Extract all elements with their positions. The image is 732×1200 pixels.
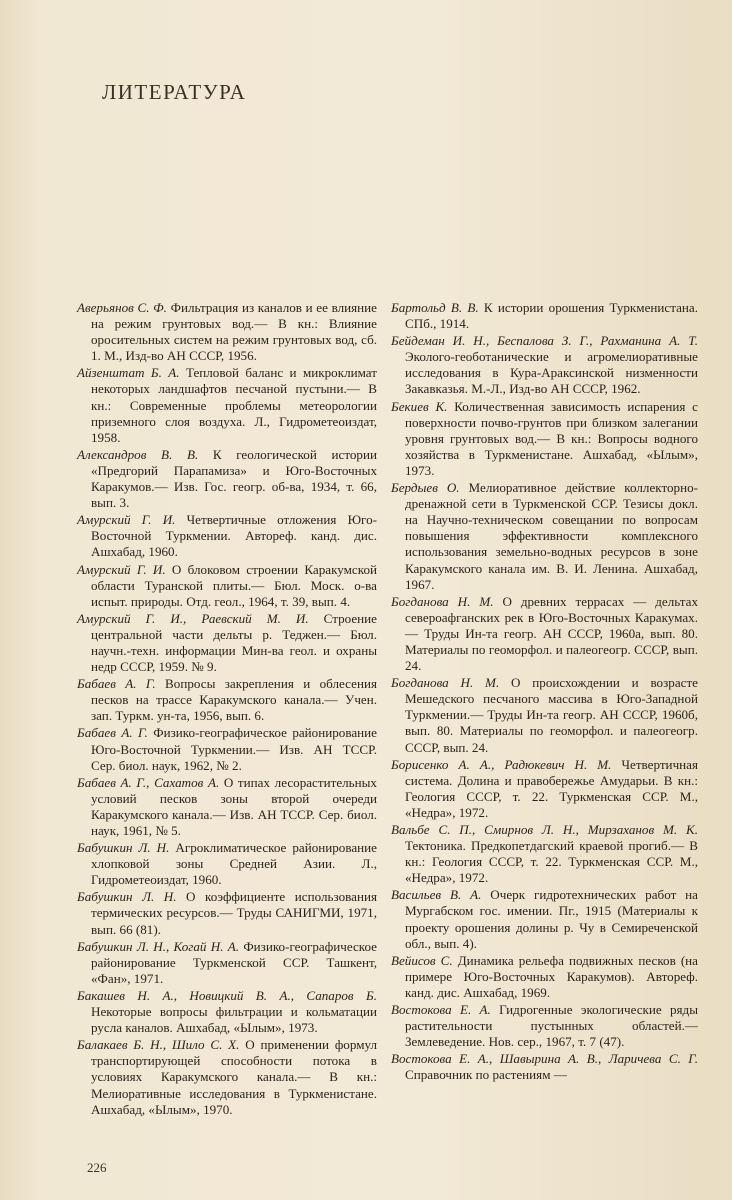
bibliography-entry bbox=[391, 300, 698, 332]
entry-text: О коэффициенте использования термических ресурсов.— Труды САНИГМИ, 1971, вып. 66 (81). bbox=[91, 889, 377, 937]
entry-text: К истории орошения Туркменистана. СПб., 1914. bbox=[405, 300, 698, 332]
entry-text: О происхождении и возрасте Мешедского песчаного массива в Юго-Западной Туркмении.— Труды Ин-та геогр. АН СССР, 1960б, вып. 80. Материалы по геоморфол. и палеогеогр. СССР, вып. 24. bbox=[405, 675, 698, 755]
entry-author: Востокова Е. А. bbox=[391, 1002, 491, 1018]
entry-author: Вальбе С. П., Смирнов Л. Н., Мирзаханов М. К. bbox=[391, 822, 698, 837]
bibliography-entry bbox=[391, 887, 698, 951]
entry-author: Амурский Г. И., Раевский М. И. bbox=[77, 610, 309, 626]
bibliography-right-column bbox=[391, 300, 698, 1085]
entry-text: Мелиоративное действие коллекторно-дренажной сети в Туркменской ССР. Тезисы докл. на Научно-техническом совещании по вопросам повышения эффективности комплексного использования земельно-водных ресурсов в зоне Каракумского канала им. В. И. Ленина. Ашхабад, 1967. bbox=[405, 480, 699, 592]
bibliography-entry bbox=[391, 757, 698, 821]
entry-author: Бабушкин Л. Н., Когай Н. А. bbox=[77, 938, 240, 954]
entry-author: Амурский Г. И. bbox=[77, 561, 166, 577]
bibliography-entry bbox=[77, 988, 377, 1036]
entry-text: Эколого-геоботанические и агромелиоративные исследования в Кура-Араксинской низменности Закавказья. М.-Л., Изд-во АН СССР, 1962. bbox=[405, 349, 698, 397]
bibliography-entry bbox=[77, 939, 377, 987]
bibliography-left-column bbox=[77, 300, 377, 1119]
entry-text: Четвертичная система. Долина и правобережье Амударьи. В кн.: Геология СССР, т. 22. Туркменская ССР. М., «Недра», 1972. bbox=[405, 756, 698, 820]
bibliography-entry bbox=[77, 300, 377, 364]
entry-text: Фильтрация из каналов и ее влияние на режим грунтовых вод.— В кн.: Влияние оросительных систем на режим грунтовых вод, сб. 1. М., Изд-во АН СССР, 1956. bbox=[91, 300, 377, 364]
entry-text: Очерк гидротехнических работ на Мургабском гос. имении. Пг., 1915 (Материалы к проекту орошения долины р. Чу в Семиреченской обл., вып. 4). bbox=[405, 887, 698, 951]
bibliography-entry bbox=[77, 775, 377, 839]
entry-text: Количественная зависимость испарения с поверхности почво-грунтов при близком залегании уровня грунтовых вод.— В кн.: Вопросы водного хозяйства в Туркменистане. Ашхабад, «Ылым», 1973. bbox=[405, 398, 698, 478]
bibliography-entry bbox=[77, 889, 377, 937]
page-number: 226 bbox=[87, 1160, 107, 1175]
bibliography-entry bbox=[391, 333, 698, 397]
entry-text: Справочник по растениям — bbox=[405, 1067, 567, 1083]
entry-author: Востокова Е. А., Шавырина А. В., Ларичева С. Г. bbox=[391, 1051, 698, 1067]
bibliography-entry bbox=[391, 675, 698, 755]
entry-text: Тепловой баланс и микроклимат некоторых ландшафтов песчаной пустыни.— В кн.: Современные проблемы метеорологии приземного слоя воздуха. Л., Гидрометеоиздат, 1958. bbox=[91, 365, 377, 445]
entry-author: Богданова Н. М. bbox=[391, 593, 494, 609]
entry-text: Строение центральной части дельты р. Теджен.— Бюл. научн.-техн. информации Мин-ва геол. и охраны недр СССР, 1959. № 9. bbox=[91, 610, 377, 675]
entry-author: Бердыев О. bbox=[391, 480, 460, 496]
entry-author: Богданова Н. М. bbox=[391, 675, 500, 691]
bibliography-entry bbox=[77, 562, 377, 610]
entry-text: К геологической истории «Предгорий Парапамиза» и Юго-Восточных Каракумов.— Изв. Гос. геогр. об-ва, 1934, т. 66, вып. 3. bbox=[91, 446, 377, 511]
entry-author: Бартольд В. В. bbox=[391, 300, 479, 315]
entry-author: Александров В. В. bbox=[77, 446, 199, 462]
bibliography-entry bbox=[77, 840, 377, 888]
entry-author: Бейдеман И. Н., Беспалова З. Г., Рахманина А. Т. bbox=[391, 333, 698, 349]
entry-author: Балакаев Б. Н., Шило С. Х. bbox=[77, 1037, 240, 1053]
entry-author: Бабаев А. Г. bbox=[77, 676, 156, 692]
bibliography-entry bbox=[391, 594, 698, 674]
bibliography-entry bbox=[391, 1002, 698, 1050]
entry-text: Некоторые вопросы фильтрации и кольматации русла каналов. Ашхабад, «Ылым», 1973. bbox=[91, 1004, 377, 1036]
entry-author: Бабаев А. Г. bbox=[77, 725, 148, 741]
bibliography-entry bbox=[391, 1051, 698, 1083]
entry-text: О блоковом строении Каракумской области Туранской плиты.— Бюл. Моск. о-ва испыт. природы. Отд. геол., 1964, т. 39, вып. 4. bbox=[91, 561, 377, 609]
bibliography-entry bbox=[391, 953, 698, 1001]
entry-text: Агроклиматическое районирование хлопковой зоны Средней Азии. Л., Гидрометеоиздат, 1960. bbox=[91, 840, 377, 888]
entry-author: Аверьянов С. Ф. bbox=[77, 300, 167, 315]
bibliography-entry bbox=[77, 676, 377, 724]
entry-author: Борисенко А. А., Радюкевич Н. М. bbox=[391, 756, 612, 772]
entry-text: Физико-географическое районирование Юго-Восточной Туркмении.— Изв. АН ТССР. Сер. биол. наук, 1962, № 2. bbox=[91, 725, 377, 773]
entry-author: Бабушкин Л. Н. bbox=[77, 840, 170, 856]
bibliography-entry bbox=[77, 1037, 377, 1117]
entry-text: Вопросы закрепления и облесения песков на трассе Каракумского канала.— Учен. зап. Туркм. ун-та, 1956, вып. 6. bbox=[91, 676, 377, 724]
entry-text: Гидрогенные экологические ряды растительности пустынных областей.— Землеведение. Нов. сер., 1967, т. 7 (47). bbox=[405, 1002, 699, 1050]
entry-author: Айзенштат Б. А. bbox=[77, 365, 180, 381]
entry-author: Бакашев Н. А., Новицкий В. А., Сапаров Б. bbox=[77, 987, 377, 1003]
entry-author: Бабушкин Л. Н. bbox=[77, 889, 177, 905]
entry-author: Васильев В. А. bbox=[391, 887, 482, 903]
entry-text: О древних террасах — дельтах североафганских рек в Юго-Восточных Каракумах.— Труды Ин-та геогр. АН СССР, 1960а, вып. 80. Материалы по геоморфол. и палеогеогр. СССР, вып. 24. bbox=[405, 593, 698, 674]
entry-text: Тектоника. Предкопетдагский краевой прогиб.— В кн.: Геология СССР, т. 22. Туркменская ССР. М., «Недра», 1972. bbox=[405, 838, 698, 886]
entry-author: Бекиев К. bbox=[391, 398, 448, 414]
bibliography-entry bbox=[77, 512, 377, 560]
entry-author: Бабаев А. Г., Сахатов А. bbox=[77, 774, 220, 790]
entry-text: О применении формул транспортирующей способности потока в условиях Каракумского канала.— В кн.: Мелиоративные исследования в Туркменистане. Ашхабад, «Ылым», 1970. bbox=[91, 1037, 377, 1117]
entry-text: Физико-географическое районирование Туркменской ССР. Ташкент, «Фан», 1971. bbox=[91, 938, 377, 986]
bibliography-entry bbox=[77, 725, 377, 773]
entry-text: Четвертичные отложения Юго-Восточной Туркмении. Автореф. канд. дис. Ашхабад, 1960. bbox=[91, 512, 377, 560]
bibliography-entry bbox=[77, 447, 377, 511]
entry-author: Амурский Г. И. bbox=[77, 512, 176, 528]
entry-text: Динамика рельефа подвижных песков (на примере Юго-Восточных Каракумов). Автореф. канд. дис. Ашхабад, 1969. bbox=[405, 952, 698, 1000]
bibliography-entry bbox=[391, 399, 698, 479]
bibliography-entry bbox=[391, 822, 698, 886]
bibliography-entry bbox=[77, 365, 377, 445]
bibliography-entry bbox=[77, 611, 377, 675]
entry-text: О типах лесорастительных условий песков зоны второй очереди Каракумского канала.— Изв. АН ТССР. Сер. биол. наук, 1961, № 5. bbox=[91, 774, 377, 838]
page-title: ЛИТЕРАТУРА bbox=[102, 80, 247, 104]
entry-author: Вейисов С. bbox=[391, 952, 453, 968]
bibliography-entry bbox=[391, 480, 698, 593]
